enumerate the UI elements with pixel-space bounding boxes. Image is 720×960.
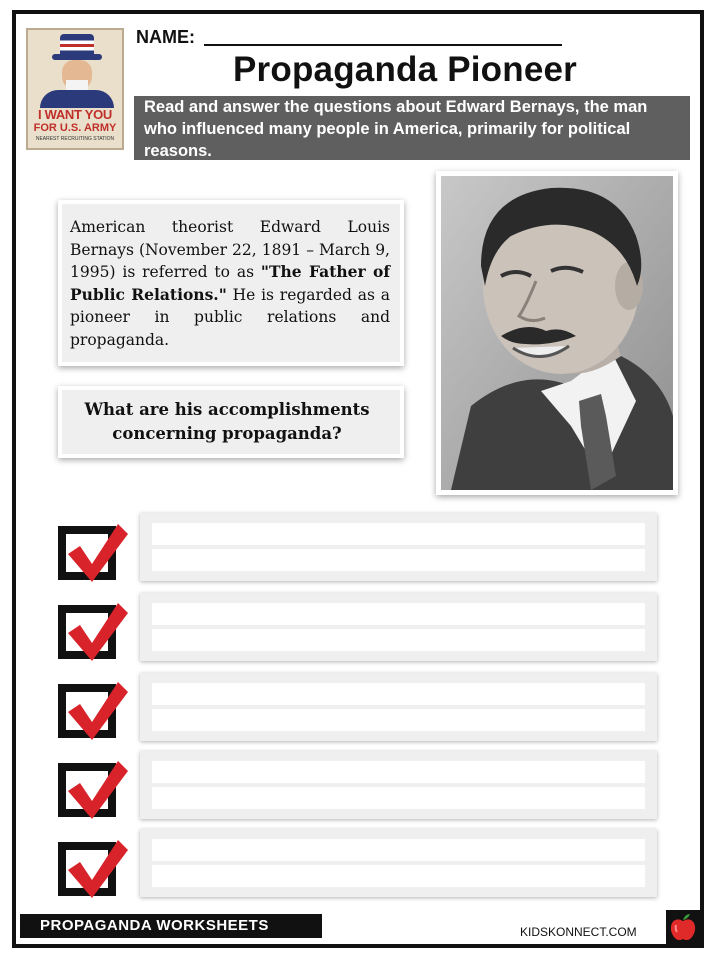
- footer-label: PROPAGANDA WORKSHEETS: [20, 914, 322, 938]
- portrait-photo: [436, 171, 678, 495]
- answer-line[interactable]: [152, 787, 645, 809]
- answer-line[interactable]: [152, 523, 645, 545]
- answer-box-1[interactable]: [140, 513, 657, 581]
- bio-text: American theorist Edward Louis Bernays (November 22, 1891 – March 9, 1995) is referred to as "The Father of Public Relations." He is regarded as a pioneer in public relations and propaganda.: [70, 218, 391, 349]
- answer-box-4[interactable]: [140, 751, 657, 819]
- answer-line[interactable]: [152, 865, 645, 887]
- question-text: What are his accomplishments concerning propaganda?: [84, 400, 370, 443]
- answer-line[interactable]: [152, 683, 645, 705]
- intro-banner: Read and answer the questions about Edward Bernays, the man who influenced many people in America, primarily for political reasons.: [134, 96, 690, 160]
- name-input-line[interactable]: [204, 44, 562, 46]
- poster-line-1: I WANT YOU: [37, 107, 113, 122]
- footer-site[interactable]: KIDSKONNECT.COM: [520, 925, 637, 939]
- checkmark-box-icon: [58, 605, 120, 659]
- checkmark-box-icon: [58, 684, 120, 738]
- checkmark-box-icon: [58, 526, 120, 580]
- poster-line-2: FOR U.S. ARMY: [33, 122, 117, 134]
- answer-line[interactable]: [152, 629, 645, 651]
- answer-line[interactable]: [152, 839, 645, 861]
- uncle-sam-poster: [26, 28, 124, 150]
- answer-line[interactable]: [152, 549, 645, 571]
- checkmark-box-icon: [58, 842, 120, 896]
- answer-line[interactable]: [152, 761, 645, 783]
- apple-icon: [666, 910, 700, 944]
- page-title: Propaganda Pioneer: [233, 50, 577, 89]
- answer-box-2[interactable]: [140, 593, 657, 661]
- answer-box-3[interactable]: [140, 673, 657, 741]
- question-card: [58, 386, 404, 458]
- name-label: NAME:: [136, 27, 195, 47]
- checkmark-box-icon: [58, 763, 120, 817]
- answer-box-5[interactable]: [140, 829, 657, 897]
- answer-line[interactable]: [152, 603, 645, 625]
- answer-line[interactable]: [152, 709, 645, 731]
- bio-highlight: "The Father of Public Relations.": [70, 262, 391, 304]
- bio-card: [58, 200, 404, 366]
- poster-line-3: NEAREST RECRUITING STATION: [35, 136, 115, 142]
